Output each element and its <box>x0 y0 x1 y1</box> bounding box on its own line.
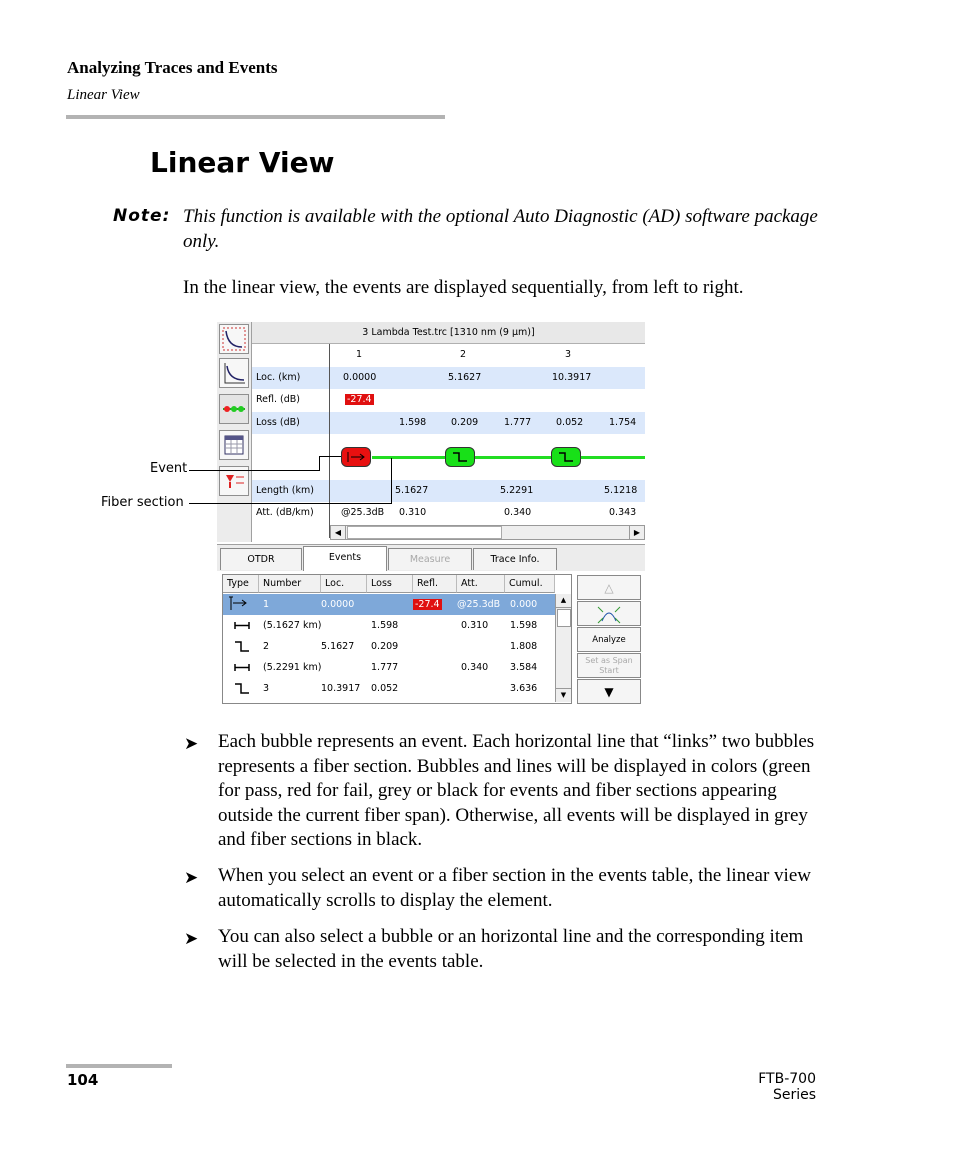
row-value: 0.209 <box>451 417 479 428</box>
cell-att: 0.310 <box>461 620 489 631</box>
length-row <box>252 480 645 502</box>
attenuation-row <box>252 502 645 524</box>
cell-number: 1 <box>263 599 270 610</box>
bullet-arrow-icon: ➤ <box>184 734 199 753</box>
product-series: FTB-700 Series <box>758 1071 816 1103</box>
event-number: 3 <box>565 349 572 360</box>
analyze-button[interactable]: Analyze <box>577 627 641 652</box>
loss-event-icon <box>552 448 580 466</box>
note-text: This function is available with the optional Auto Diagnostic (AD) software package only. <box>183 206 818 252</box>
running-header-subtitle: Linear View <box>67 87 140 103</box>
events-table <box>222 574 572 704</box>
scroll-right-icon[interactable]: ▶ <box>629 526 644 539</box>
column-header[interactable]: Cumul. <box>505 575 555 593</box>
fail-value: -27.4 <box>347 394 372 405</box>
row-value: 1.754 <box>609 417 637 428</box>
scrollbar-thumb[interactable] <box>347 526 502 539</box>
triangle-down-icon: ▼ <box>604 685 614 699</box>
table-row[interactable] <box>223 657 555 678</box>
event-bubble-pass[interactable] <box>445 447 475 467</box>
cell-number: (5.2291 km) <box>263 662 322 673</box>
row-value: @25.3dB <box>341 507 385 518</box>
row-label: Att. (dB/km) <box>256 507 314 518</box>
bullet-text: You can also select a bubble or an horizontal line and the corresponding item will be selected in the events table. <box>218 926 804 972</box>
cell-loc: 10.3917 <box>321 683 361 694</box>
row-value: 1.777 <box>504 417 532 428</box>
zoom-event-button[interactable] <box>577 601 641 626</box>
event-bubble-pass[interactable] <box>551 447 581 467</box>
cell-cumul: 1.808 <box>510 641 538 652</box>
triangle-up-icon: △ <box>604 581 614 595</box>
scroll-left-icon[interactable]: ◀ <box>331 526 346 539</box>
cell-loss: 0.209 <box>371 641 399 652</box>
page-title: Linear View <box>150 146 335 179</box>
column-header[interactable]: Att. <box>457 575 505 593</box>
cell-cumul: 0.000 <box>510 599 538 610</box>
cell-cumul: 3.584 <box>510 662 538 673</box>
row-value: 1.598 <box>399 417 427 428</box>
column-header[interactable]: Number <box>259 575 321 593</box>
scroll-up-icon[interactable]: ▲ <box>556 594 571 608</box>
event-tools-icon <box>220 467 248 495</box>
scroll-down-icon[interactable]: ▼ <box>556 688 571 702</box>
tab-otdr[interactable]: OTDR <box>220 548 302 570</box>
table-view-button[interactable] <box>219 430 249 460</box>
zoom-event-icon <box>594 603 624 625</box>
linear-view-button[interactable] <box>219 394 249 424</box>
cell-att: @25.3dB <box>457 599 501 610</box>
previous-event-button[interactable] <box>577 575 641 600</box>
cell-loss: 0.052 <box>371 683 399 694</box>
row-value: 5.1627 <box>395 485 429 496</box>
cell-number: 2 <box>263 641 270 652</box>
table-row[interactable] <box>223 678 555 699</box>
row-value: 5.1627 <box>448 372 482 383</box>
row-value: 0.310 <box>399 507 427 518</box>
tab-trace-info[interactable]: Trace Info. <box>473 548 557 570</box>
row-value: 0.343 <box>609 507 637 518</box>
table-row[interactable] <box>223 615 555 636</box>
cell-loss: 1.598 <box>371 620 399 631</box>
row-value: 0.340 <box>504 507 532 518</box>
loss-event-icon <box>233 678 253 707</box>
callout-line <box>391 458 392 504</box>
tab-events[interactable]: Events <box>303 546 387 571</box>
label-column-divider <box>329 344 330 538</box>
row-value: 5.2291 <box>500 485 534 496</box>
event-number: 2 <box>460 349 467 360</box>
cell-loss: 1.777 <box>371 662 399 673</box>
scrollbar-thumb[interactable] <box>557 609 571 627</box>
column-header[interactable]: Loss <box>367 575 413 593</box>
row-label: Loss (dB) <box>256 417 300 428</box>
column-header[interactable]: Loc. <box>321 575 367 593</box>
linear-view-screenshot <box>217 322 645 711</box>
cell-loc: 0.0000 <box>321 599 355 610</box>
row-value: 0.0000 <box>343 372 377 383</box>
bullet-text: Each bubble represents an event. Each horizontal line that “links” two bubbles represents a fiber section. Bubbles and lines will be displayed in colors (green for pass, red for fail, grey or black for events and fiber sections appearing outside the current fiber span). Otherwise, all events will be displayed in grey and fiber sections in black. <box>218 731 815 850</box>
table-view-icon <box>220 431 248 459</box>
trace-graph-button[interactable] <box>219 324 249 354</box>
left-toolbar <box>217 322 252 542</box>
callout-line <box>319 456 341 457</box>
footer-rule <box>66 1064 172 1068</box>
cell-loc: 5.1627 <box>321 641 355 652</box>
bullet-text: When you select an event or a fiber section in the events table, the linear view automatically scrolls to display the element. <box>218 865 811 911</box>
column-header[interactable]: Type <box>223 575 259 593</box>
row-value: 0.052 <box>556 417 584 428</box>
intro-paragraph: In the linear view, the events are displayed sequentially, from left to right. <box>183 277 744 298</box>
table-row[interactable] <box>223 636 555 657</box>
callout-event-label: Event <box>150 461 188 476</box>
location-row <box>252 367 645 389</box>
linear-view-icon <box>220 395 248 423</box>
row-label: Loc. (km) <box>256 372 301 383</box>
running-header-title: Analyzing Traces and Events <box>67 58 278 77</box>
cell-refl: -27.4 <box>415 599 440 610</box>
fiber-section-line[interactable] <box>372 456 645 459</box>
header-rule <box>66 115 445 119</box>
bullet-arrow-icon: ➤ <box>184 929 199 948</box>
row-label: Length (km) <box>256 485 314 496</box>
reflective-event-icon <box>342 448 370 466</box>
next-event-button[interactable] <box>577 679 641 704</box>
bullet-arrow-icon: ➤ <box>184 868 199 887</box>
vertical-scrollbar[interactable] <box>555 594 571 702</box>
cell-cumul: 1.598 <box>510 620 538 631</box>
event-number: 1 <box>356 349 363 360</box>
cell-att: 0.340 <box>461 662 489 673</box>
cell-number: (5.1627 km) <box>263 620 322 631</box>
callout-fiber-label: Fiber section <box>101 495 184 510</box>
callout-line <box>189 503 391 504</box>
trace-graph-icon <box>220 325 248 353</box>
row-value: 10.3917 <box>552 372 592 383</box>
loss-row <box>252 412 645 434</box>
reflectance-row <box>252 389 645 411</box>
row-label: Refl. (dB) <box>256 394 301 405</box>
row-value: 5.1218 <box>604 485 638 496</box>
trace-zoom-icon <box>220 359 248 387</box>
tab-measure[interactable]: Measure <box>388 548 472 570</box>
trace-title-bar: 3 Lambda Test.trc [1310 nm (9 µm)] <box>252 322 645 344</box>
callout-line <box>189 470 319 471</box>
event-bubble-fail[interactable] <box>341 447 371 467</box>
tab-bar <box>217 544 645 571</box>
column-header[interactable]: Refl. <box>413 575 457 593</box>
event-number-row <box>252 344 645 366</box>
table-row[interactable] <box>223 594 555 615</box>
loss-event-icon <box>446 448 474 466</box>
callout-line <box>319 456 320 471</box>
page-number: 104 <box>67 1071 99 1089</box>
horizontal-scrollbar[interactable] <box>330 525 645 540</box>
trace-zoom-button[interactable] <box>219 358 249 388</box>
set-span-start-button[interactable]: Set as Span Start <box>577 653 641 678</box>
note-label: Note: <box>113 206 171 226</box>
cell-number: 3 <box>263 683 270 694</box>
cell-cumul: 3.636 <box>510 683 538 694</box>
